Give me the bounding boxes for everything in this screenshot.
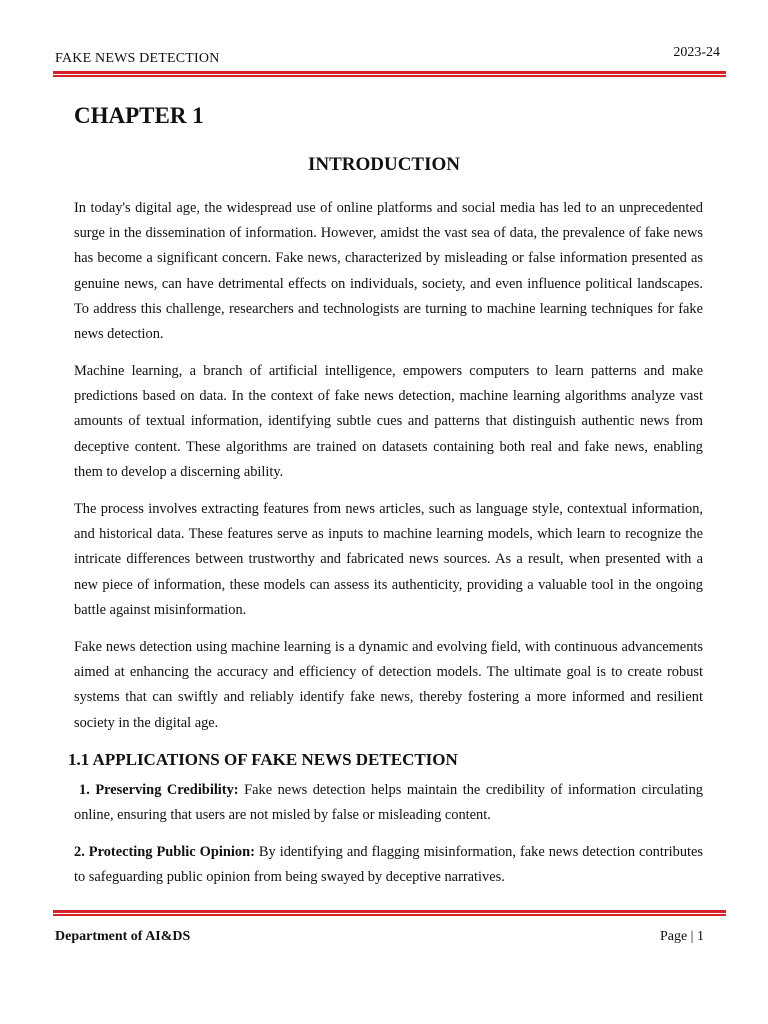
section-heading: 1.1 APPLICATIONS OF FAKE NEWS DETECTION <box>68 750 458 769</box>
list-item-label: 1. Preserving Credibility: <box>79 782 239 798</box>
paragraph: Machine learning, a branch of artificial intelligence, empowers computers to learn patterns and make predictions based on data. In the context of fake news detection, machine learning algorithms analyze vast amounts of textual information, identifying subtle cues and patterns that distinguish authentic news from deceptive content. These algorithms are trained on datasets containing both real and fake news, enabling them to develop a discerning ability. <box>74 363 703 480</box>
document-title: FAKE NEWS DETECTION <box>55 51 220 66</box>
paragraph: In today's digital age, the widespread use of online platforms and social media has led to an unprecedented surge in the dissemination of information. However, amidst the vast sea of data, the prevalence of fake news has become a significant concern. Fake news, characterized by misleading or false information presented as genuine news, can have detrimental effects on individuals, society, and even influence political landscapes. To address this challenge, researchers and technologists are turning to machine learning techniques for fake news detection. <box>74 200 703 343</box>
header-divider <box>53 71 726 77</box>
list-item-text: By identifying and flagging misinformation, fake news detection contributes to safeguarding public opinion from being swayed by deceptive narratives. <box>74 844 703 886</box>
chapter-title: INTRODUCTION <box>307 154 461 175</box>
academic-year: 2023-24 <box>673 45 720 60</box>
chapter-number: CHAPTER 1 <box>74 103 204 128</box>
paragraph: Fake news detection using machine learning is a dynamic and evolving field, with continuous advancements aimed at enhancing the accuracy and efficiency of detection models. The ultimate goal is to create robust systems that can swiftly and reliably identify fake news, thereby fostering a more informed and resilient society in the digital age. <box>74 639 703 731</box>
list-item-label: 2. Protecting Public Opinion: <box>74 844 255 860</box>
list-item <box>74 778 703 828</box>
page-number: Page | 1 <box>659 929 704 944</box>
list-item <box>74 840 703 890</box>
footer-divider <box>53 910 726 916</box>
department-name: Department of AI&DS <box>55 929 191 944</box>
paragraph: The process involves extracting features from news articles, such as language style, contextual information, and historical data. These features serve as inputs to machine learning models, which learn to recognize the intricate differences between trustworthy and fabricated news sources. As a result, when presented with a new piece of information, these models can assess its authenticity, providing a valuable tool in the ongoing battle against misinformation. <box>74 501 703 618</box>
list-item-text: Fake news detection helps maintain the credibility of information circulating online, ensuring that users are not misled by false or misleading content. <box>74 782 703 824</box>
